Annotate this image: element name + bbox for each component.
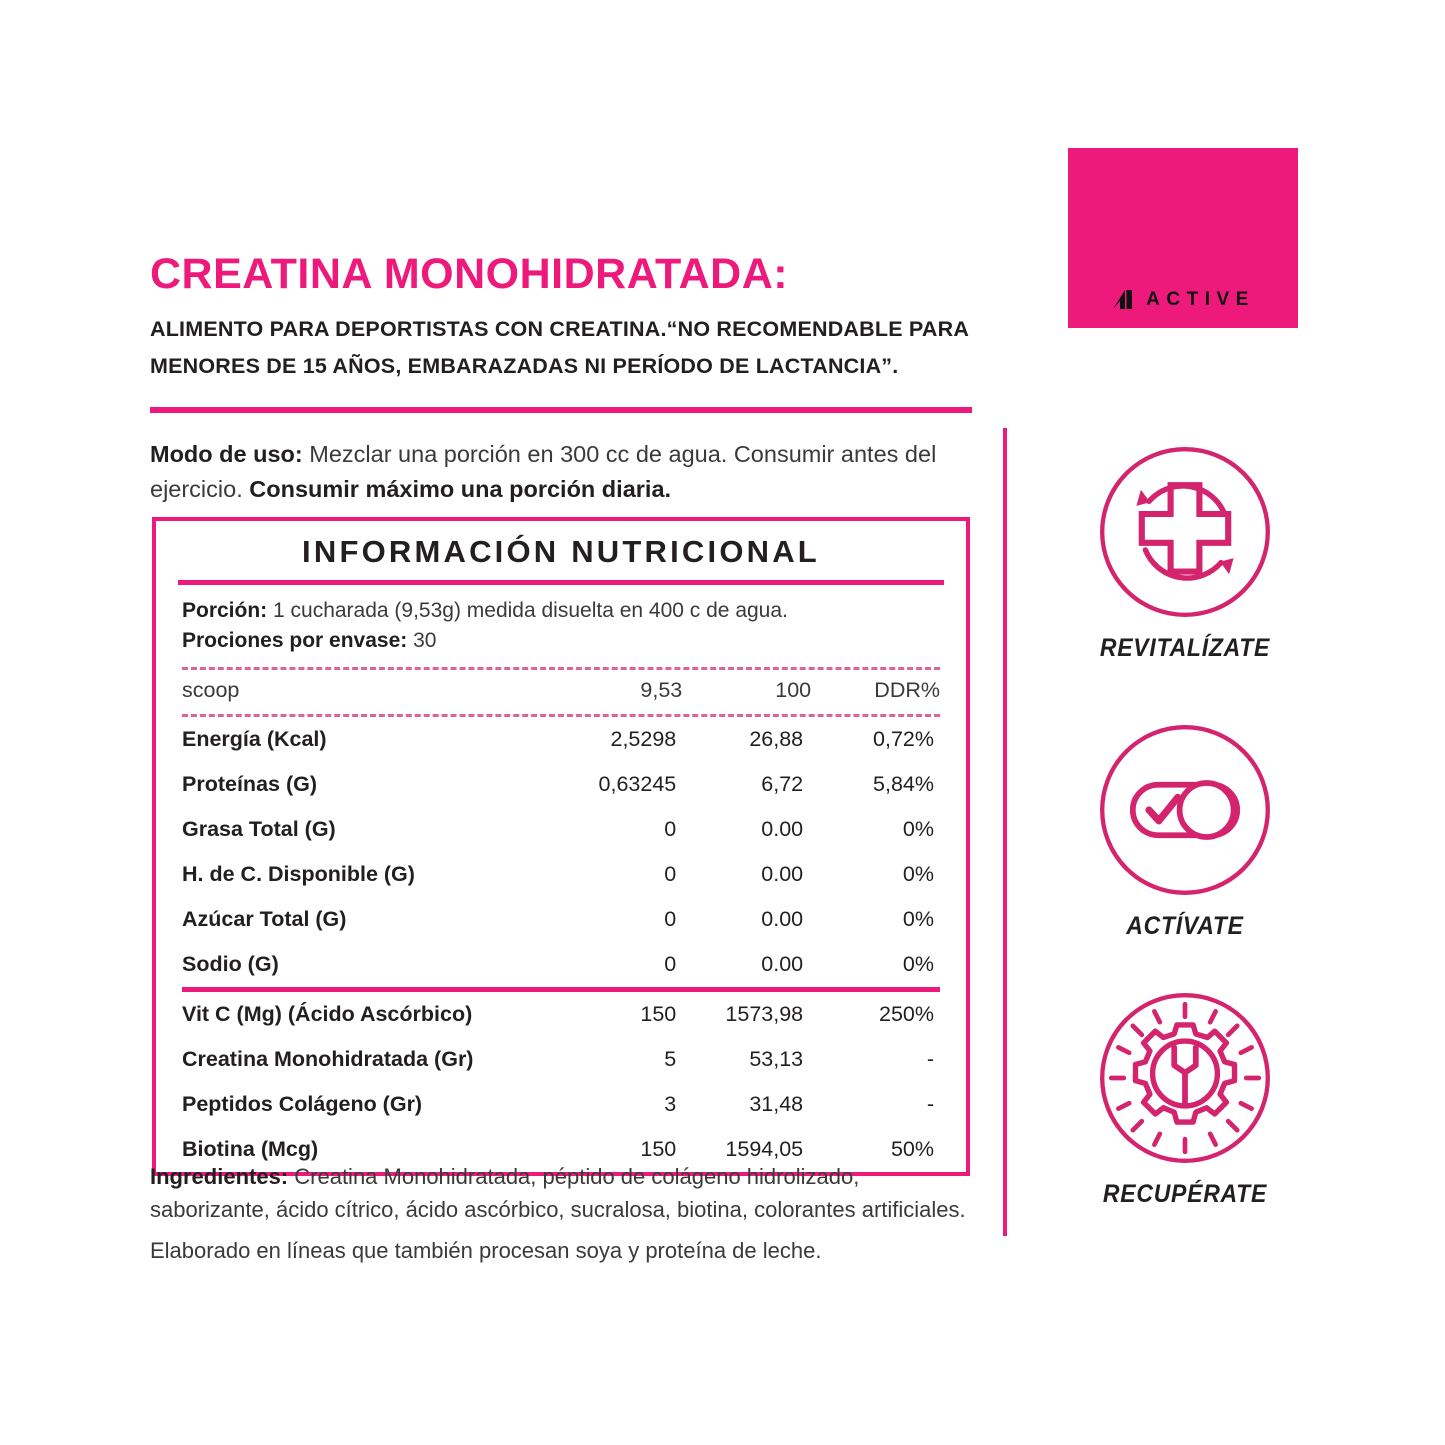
toggle-check-icon [1095,720,1275,900]
feature-label: ACTÍVATE [1126,912,1244,940]
product-subtitle: ALIMENTO PARA DEPORTISTAS CON CREATINA.“NO RECOMENDABLE PARA MENORES DE 15 AÑOS, EMBARAZADAS NI PERÍODO DE LACTANCIA”. [150,317,969,379]
nutrient-name: Grasa Total (G) [182,816,336,841]
nutrient-per-serving: 0 [664,951,677,976]
ingredients-label: Ingredientes: [150,1164,289,1189]
allergen-note: Elaborado en líneas que también procesan soya y proteína de leche. [150,1237,822,1263]
nutrition-facts-panel [152,517,970,1176]
brand-name: ACTIVE [1146,289,1255,310]
servings-label: Prociones por envase: [182,628,408,652]
nutrient-ddr: 0% [902,861,934,886]
nutrient-ddr: - [926,1046,934,1071]
nutrient-name: Peptidos Colágeno (Gr) [182,1091,423,1116]
column-header-ddr: DDR% [874,677,940,702]
table-row [182,762,940,807]
nutrient-per-100: 0.00 [761,861,804,886]
table-row [182,942,940,987]
a-logo-icon [1111,290,1137,310]
table-header-row [182,670,940,711]
nutrient-name: Vit C (Mg) (Ácido Ascórbico) [182,1001,473,1026]
serving-size-line [182,596,940,626]
column-header-scoop: scoop [182,677,240,702]
feature-label: RECUPÉRATE [1102,1180,1268,1208]
table-row [182,852,940,897]
feature-revitalizate [1075,442,1295,663]
feature-activate [1075,720,1295,941]
table-row [182,807,940,852]
nutrient-name: Biotina (Mcg) [182,1136,319,1161]
usage-emphasis: Consumir máximo una porción diaria. [249,476,672,503]
usage-instructions [150,437,972,508]
feature-label: REVITALÍZATE [1099,634,1271,662]
usage-text: Mezclar una porción en 300 cc de agua. Consumir antes del ejercicio. [150,441,937,503]
column-header-per-100: 100 [775,677,812,702]
nutrient-per-100: 31,48 [749,1091,804,1116]
nutrient-name: H. de C. Disponible (G) [182,861,415,886]
product-info-column [150,252,972,508]
nutrient-per-serving: 150 [640,1001,677,1026]
cross-refresh-icon [1095,442,1275,622]
table-row [182,989,940,1037]
nutrient-per-100: 0.00 [761,951,804,976]
nutrient-ddr: 0% [902,906,934,931]
nutrient-per-serving: 5 [664,1046,677,1071]
column-header-per-serving: 9,53 [640,677,683,702]
nutrient-ddr: 0,72% [873,726,934,751]
divider-rule [150,407,972,413]
ingredients-paragraph [150,1164,966,1222]
nutrient-per-serving: 0 [664,906,677,931]
nutrient-name: Proteínas (G) [182,771,317,796]
brand-logo [1068,148,1298,328]
servings-value: 30 [407,628,437,652]
nutrient-per-serving: 2,5298 [610,726,677,751]
nutrient-per-100: 26,88 [749,726,804,751]
nutrient-name: Azúcar Total (G) [182,906,347,931]
nutrient-ddr: 0% [902,816,934,841]
table-row [182,897,940,942]
nutrient-per-serving: 3 [664,1091,677,1116]
gear-wrench-icon [1095,988,1275,1168]
table-row [182,1082,940,1127]
servings-per-container-line [182,626,940,656]
nutrient-per-serving: 0,63245 [598,771,677,796]
nutrient-per-serving: 0 [664,816,677,841]
nutrient-per-100: 0.00 [761,816,804,841]
nutrient-ddr: 50% [890,1136,934,1161]
nutrient-per-serving: 0 [664,861,677,886]
nutrition-table [182,670,940,711]
nutrient-name: Creatina Monohidratada (Gr) [182,1046,474,1071]
table-row [182,717,940,762]
serving-label: Porción: [182,599,268,622]
nutrient-name: Sodio (G) [182,951,279,976]
serving-value: 1 cucharada (9,53g) medida disuelta en 400 c de agua. [267,599,788,622]
nutrient-per-100: 1573,98 [725,1001,804,1026]
nutrition-title: INFORMACIÓN NUTRICIONAL [302,534,820,569]
nutrient-per-100: 1594,05 [725,1136,804,1161]
table-row [182,1037,940,1082]
nutrient-per-100: 6,72 [761,771,804,796]
ingredients-text: Creatina Monohidratada, péptido de colágeno hidrolizado, saborizante, ácido cítrico, ácido ascórbico, sucralosa, biotina, colorantes artificiales. [150,1164,966,1223]
feature-recuperate [1075,988,1295,1209]
nutrient-ddr: 5,84% [873,771,934,796]
nutrition-values-table [182,717,940,1172]
nutrient-name: Energía (Kcal) [182,726,327,751]
page-title: CREATINA MONOHIDRATADA: [150,250,789,298]
usage-label: Modo de uso: [150,441,303,468]
column-divider [1003,428,1007,1236]
nutrient-per-100: 53,13 [749,1046,804,1071]
nutrient-ddr: - [926,1091,934,1116]
ingredients-section [150,1160,976,1267]
nutrient-per-serving: 150 [640,1136,677,1161]
nutrient-per-100: 0.00 [761,906,804,931]
nutrient-ddr: 250% [879,1001,934,1026]
serving-info [156,585,966,664]
nutrient-ddr: 0% [902,951,934,976]
